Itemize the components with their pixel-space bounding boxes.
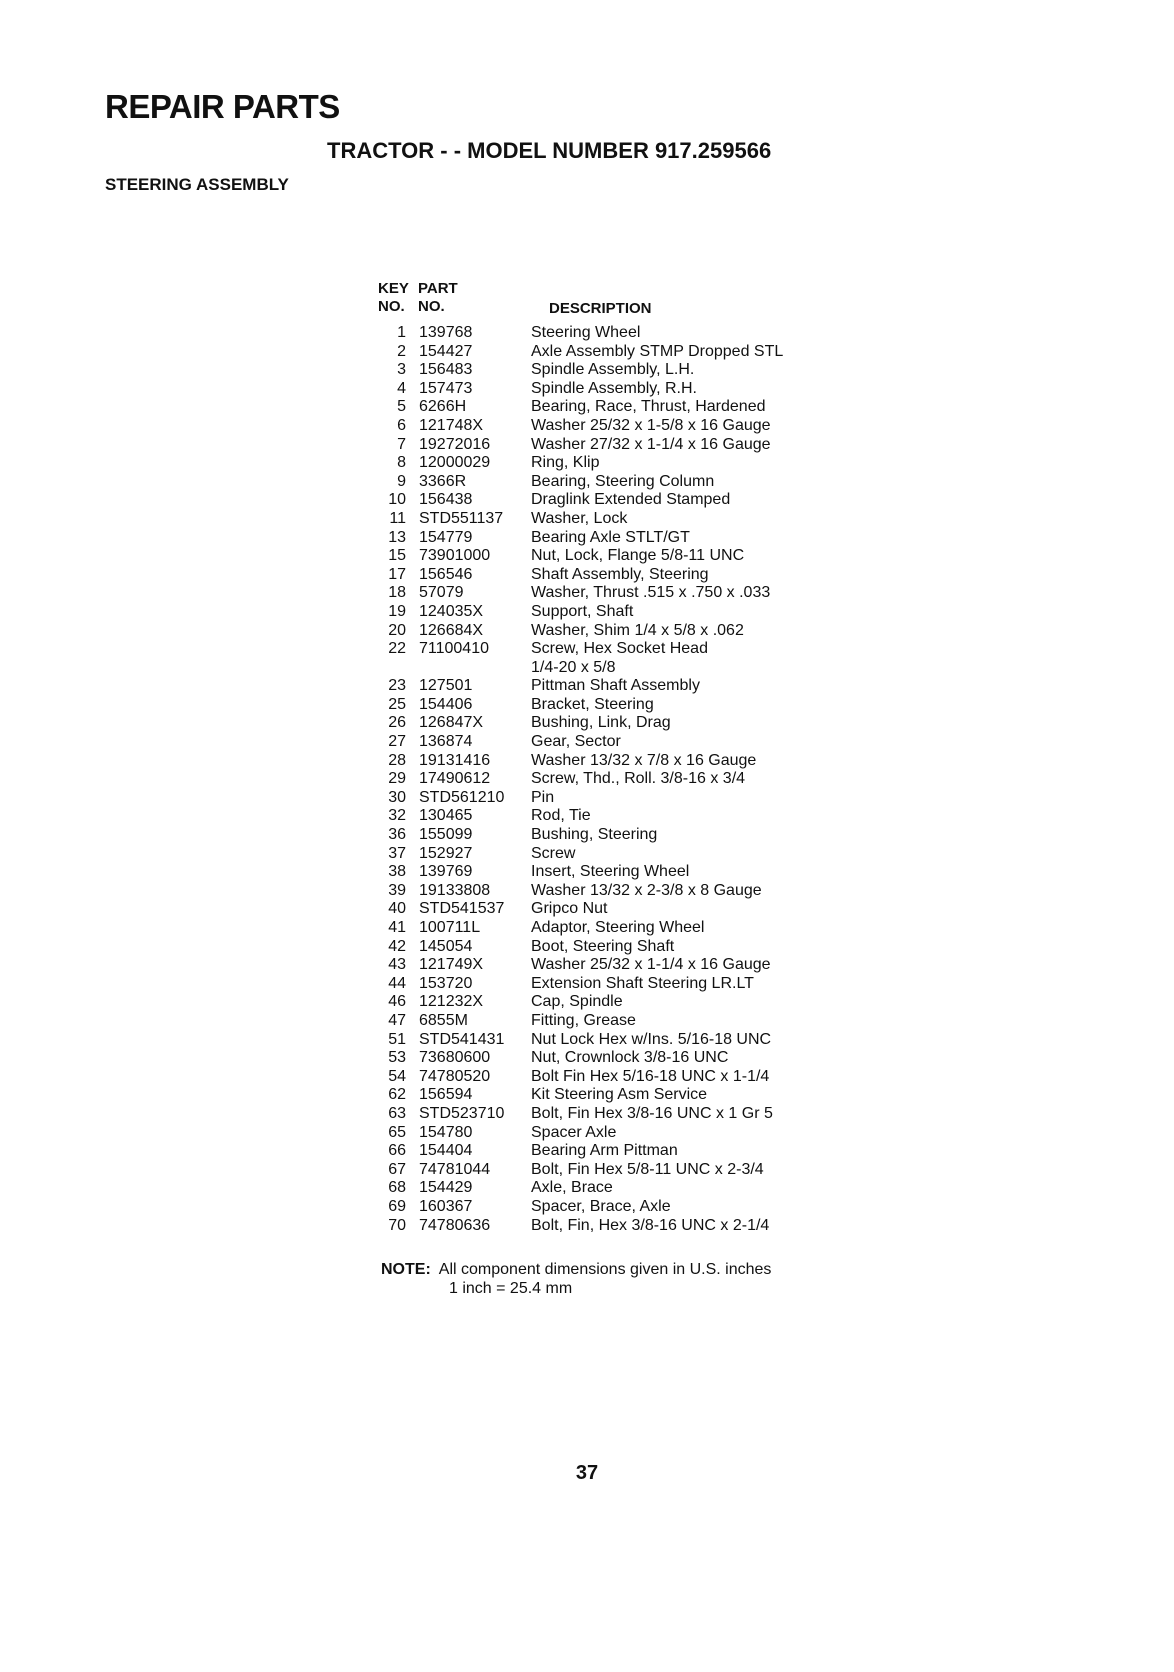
table-row: [378, 845, 878, 864]
description-column-header: DESCRIPTION: [549, 300, 652, 317]
table-row: [378, 789, 878, 808]
table-row: [378, 436, 878, 455]
description-cell: Pin: [531, 788, 555, 806]
key-no-cell: 67: [388, 1160, 406, 1178]
table-row: [378, 938, 878, 957]
key-no-cell: 38: [388, 863, 406, 881]
section-heading: STEERING ASSEMBLY: [105, 175, 289, 194]
key-no-cell: 70: [388, 1216, 406, 1234]
key-no-cell: [378, 659, 406, 678]
part-no-cell: 74781044: [419, 1160, 491, 1178]
table-row: [378, 733, 878, 752]
table-row: [378, 1049, 878, 1068]
part-no-cell: 71100410: [419, 640, 489, 658]
part-no-cell: 154404: [419, 1142, 473, 1160]
part-no-cell: 124035X: [419, 602, 484, 620]
table-row: [378, 826, 878, 845]
part-no-cell: 152927: [419, 844, 473, 862]
key-no-cell: 25: [388, 695, 406, 713]
part-no-cell: 3366R: [419, 472, 467, 490]
key-no-cell: 27: [388, 733, 406, 751]
description-cell: Spacer, Brace, Axle: [531, 1197, 671, 1215]
key-no-cell: 62: [388, 1086, 406, 1104]
table-row: [378, 919, 878, 938]
key-no-cell: 54: [388, 1067, 406, 1085]
part-no-cell: 17490612: [419, 770, 491, 788]
key-no-cell: 43: [388, 956, 406, 974]
part-no-cell: 136874: [419, 733, 473, 751]
description-cell: Nut Lock Hex w/Ins. 5/16-18 UNC: [531, 1030, 772, 1048]
table-row: [378, 454, 878, 473]
description-cell: Fitting, Grease: [531, 1011, 636, 1029]
key-header-line1: KEY: [378, 280, 409, 297]
description-cell: Shaft Assembly, Steering: [531, 565, 709, 583]
key-no-cell: 42: [388, 937, 406, 955]
table-row: [378, 696, 878, 715]
description-cell: Bearing, Race, Thrust, Hardened: [531, 398, 766, 416]
model-number-heading: TRACTOR - - MODEL NUMBER 917.259566: [327, 138, 772, 163]
table-row: [378, 343, 878, 362]
description-cell: Rod, Tie: [531, 807, 591, 825]
part-no-cell: [406, 659, 531, 678]
table-row: [378, 956, 878, 975]
key-no-cell: 40: [388, 900, 406, 918]
part-no-cell: 6266H: [419, 398, 467, 416]
part-no-cell: 73901000: [419, 547, 491, 565]
key-no-cell: 18: [388, 584, 406, 602]
description-cell: Nut, Lock, Flange 5/8-11 UNC: [531, 547, 745, 565]
page-number: 37: [575, 1462, 599, 1484]
description-cell: Washer 25/32 x 1-5/8 x 16 Gauge: [531, 416, 771, 434]
key-no-cell: 30: [388, 788, 406, 806]
table-row: [378, 1105, 878, 1124]
description-cell: Bearing Axle STLT/GT: [531, 528, 690, 546]
part-no-cell: 121748X: [419, 416, 484, 434]
description-cell: Adaptor, Steering Wheel: [531, 919, 705, 936]
description-cell: Screw: [531, 844, 576, 862]
parts-list: [378, 324, 878, 1235]
part-no-cell: 156438: [419, 491, 473, 509]
table-row: [378, 1124, 878, 1143]
key-no-cell: 51: [388, 1030, 406, 1048]
part-no-cell: 154779: [419, 528, 473, 546]
table-row: [378, 324, 878, 343]
key-no-cell: 28: [388, 751, 406, 769]
description-cell: Spacer Axle: [531, 1123, 617, 1141]
table-row: [378, 770, 878, 789]
key-no-cell: 39: [388, 881, 406, 899]
table-row: [378, 677, 878, 696]
part-no-cell: 121749X: [419, 956, 484, 974]
part-no-cell: 127501: [419, 677, 473, 695]
table-row: [378, 1217, 878, 1236]
part-no-cell: 6855M: [419, 1011, 468, 1029]
table-row: [378, 1086, 878, 1105]
description-cell: Axle, Brace: [531, 1179, 613, 1197]
part-no-cell: 73680600: [419, 1049, 491, 1067]
table-row: [378, 882, 878, 901]
description-cell: Axle Assembly STMP Dropped STL: [531, 342, 784, 360]
key-no-column-header: [378, 280, 409, 320]
description-cell: Bearing Arm Pittman: [531, 1142, 678, 1160]
part-no-cell: 126684X: [419, 621, 484, 639]
table-row: [378, 752, 878, 771]
part-no-cell: 154406: [419, 695, 473, 713]
key-no-cell: 36: [388, 826, 406, 844]
table-row: [378, 380, 878, 399]
part-no-cell: STD541431: [419, 1030, 505, 1048]
note-block: [381, 1261, 771, 1298]
description-cell: Gear, Sector: [531, 733, 621, 751]
description-cell: Bearing, Steering Column: [531, 472, 715, 490]
part-no-column-header: [418, 280, 458, 320]
part-no-cell: 139769: [419, 863, 473, 881]
description-cell: Ring, Klip: [531, 454, 600, 472]
key-no-cell: 13: [388, 528, 406, 546]
key-no-cell: 6: [397, 416, 406, 434]
part-no-cell: STD551137: [419, 509, 504, 527]
description-cell: Bushing, Link, Drag: [531, 714, 671, 732]
table-row: [378, 640, 878, 659]
table-row: [378, 622, 878, 641]
description-cell: Spindle Assembly, R.H.: [531, 379, 697, 397]
part-no-cell: 74780636: [419, 1216, 491, 1234]
table-row: [378, 417, 878, 436]
description-cell: Nut, Crownlock 3/8-16 UNC: [531, 1049, 729, 1067]
description-cell: Draglink Extended Stamped: [531, 491, 731, 509]
key-no-cell: 20: [388, 621, 406, 639]
table-row: [378, 361, 878, 380]
part-no-cell: STD561210: [419, 788, 505, 806]
key-no-cell: 66: [388, 1142, 406, 1160]
key-no-cell: 9: [397, 472, 406, 490]
key-no-cell: 47: [388, 1011, 406, 1029]
key-no-cell: 15: [388, 547, 406, 565]
part-no-cell: 155099: [419, 826, 473, 844]
part-no-cell: 19272016: [419, 435, 491, 453]
table-row: [378, 1068, 878, 1087]
key-no-cell: 53: [388, 1049, 406, 1067]
description-cell: Gripco Nut: [531, 900, 608, 918]
description-cell: Cap, Spindle: [531, 993, 623, 1011]
part-no-cell: 160367: [419, 1197, 473, 1215]
description-cell: Boot, Steering Shaft: [531, 937, 675, 955]
table-row: [378, 900, 878, 919]
description-cell: Bushing, Steering: [531, 826, 658, 844]
part-no-cell: 126847X: [419, 714, 484, 732]
key-no-cell: 37: [388, 844, 406, 862]
part-header-line2: NO.: [418, 298, 445, 315]
description-cell: Washer 13/32 x 7/8 x 16 Gauge: [531, 751, 757, 769]
table-row: [378, 510, 878, 529]
description-cell: Support, Shaft: [531, 602, 634, 620]
part-no-cell: 12000029: [419, 454, 491, 472]
key-no-cell: 29: [388, 770, 406, 788]
description-cell: Bolt, Fin Hex 5/8-11 UNC x 2-3/4: [531, 1160, 764, 1178]
description-cell: Washer 13/32 x 2-3/8 x 8 Gauge: [531, 881, 762, 899]
description-cell: Bolt, Fin Hex 3/8-16 UNC x 1 Gr 5: [531, 1104, 773, 1122]
table-row: [378, 807, 878, 826]
note-label: NOTE:: [381, 1261, 431, 1278]
page-title: REPAIR PARTS: [105, 88, 340, 125]
part-no-cell: STD523710: [419, 1104, 505, 1122]
table-row: [378, 547, 878, 566]
description-cell: Bracket, Steering: [531, 695, 654, 713]
table-row: [378, 863, 878, 882]
table-row: [378, 1179, 878, 1198]
key-no-cell: 22: [388, 640, 406, 658]
key-no-cell: 63: [388, 1104, 406, 1122]
key-no-cell: 44: [388, 974, 406, 992]
table-row: [378, 1142, 878, 1161]
part-no-cell: 145054: [419, 937, 473, 955]
part-no-cell: 154429: [419, 1179, 473, 1197]
table-row: [378, 566, 878, 585]
key-no-cell: 4: [397, 379, 406, 397]
description-cell: Bolt Fin Hex 5/16-18 UNC x 1-1/4: [531, 1067, 770, 1085]
table-row: [378, 584, 878, 603]
description-cell: Extension Shaft Steering LR.LT: [531, 974, 754, 992]
part-no-cell: STD541537: [419, 900, 505, 918]
part-no-cell: 139768: [419, 324, 473, 341]
key-no-cell: 68: [388, 1179, 406, 1197]
table-row: [378, 473, 878, 492]
table-row: [378, 714, 878, 733]
description-cell: Insert, Steering Wheel: [531, 863, 690, 881]
table-row: [378, 529, 878, 548]
key-no-cell: 10: [388, 491, 406, 509]
table-row: [378, 1198, 878, 1217]
key-no-cell: 17: [388, 565, 406, 583]
key-no-cell: 32: [388, 807, 406, 825]
note-line2: 1 inch = 25.4 mm: [449, 1279, 573, 1297]
key-no-cell: 69: [388, 1197, 406, 1215]
part-no-cell: 157473: [419, 379, 473, 397]
part-no-cell: 19133808: [419, 881, 491, 899]
description-cell: Bolt, Fin, Hex 3/8-16 UNC x 2-1/4: [531, 1216, 770, 1234]
part-no-cell: 154780: [419, 1123, 473, 1141]
key-header-line2: NO.: [378, 298, 405, 315]
key-no-cell: 23: [388, 677, 406, 695]
key-no-cell: 2: [397, 342, 406, 360]
table-row: [378, 1161, 878, 1180]
table-row: [378, 659, 878, 678]
part-no-cell: 19131416: [419, 751, 491, 769]
key-no-cell: 1: [397, 324, 406, 341]
note-line1: All component dimensions given in U.S. inches: [438, 1261, 772, 1278]
description-cell: Kit Steering Asm Service: [531, 1086, 708, 1104]
description-cell: Steering Wheel: [531, 324, 641, 341]
table-row: [378, 603, 878, 622]
description-cell: Washer 25/32 x 1-1/4 x 16 Gauge: [531, 956, 771, 974]
key-no-cell: 26: [388, 714, 406, 732]
key-no-cell: 19: [388, 602, 406, 620]
table-row: [378, 993, 878, 1012]
description-cell: Washer 27/32 x 1-1/4 x 16 Gauge: [531, 435, 771, 453]
description-cell: Pittman Shaft Assembly: [531, 677, 700, 695]
table-row: [378, 1031, 878, 1050]
description-cell: Spindle Assembly, L.H.: [531, 361, 695, 379]
key-no-cell: 5: [397, 398, 406, 416]
key-no-cell: 7: [397, 435, 406, 453]
table-row: [378, 1012, 878, 1031]
key-no-cell: 11: [389, 509, 406, 527]
description-cell: Washer, Thrust .515 x .750 x .033: [531, 584, 771, 602]
part-no-cell: 156546: [419, 565, 473, 583]
key-no-cell: 3: [397, 361, 406, 379]
description-cell: Washer, Lock: [531, 509, 628, 527]
table-row: [378, 975, 878, 994]
table-row: [378, 491, 878, 510]
part-no-cell: 130465: [419, 807, 473, 825]
part-no-cell: 57079: [419, 584, 464, 602]
key-no-cell: 46: [388, 993, 406, 1011]
part-no-cell: 100711L: [419, 919, 481, 936]
table-row: [378, 398, 878, 417]
part-no-cell: 121232X: [419, 993, 484, 1011]
description-cell: Washer, Shim 1/4 x 5/8 x .062: [531, 621, 744, 639]
key-no-cell: 65: [388, 1123, 406, 1141]
description-cell: Screw, Hex Socket Head: [531, 640, 708, 658]
part-no-cell: 154427: [419, 342, 473, 360]
description-cell: 1/4-20 x 5/8: [531, 658, 616, 676]
description-cell: Screw, Thd., Roll. 3/8-16 x 3/4: [531, 770, 746, 788]
key-no-cell: 41: [388, 919, 406, 936]
part-no-cell: 156483: [419, 361, 473, 379]
part-no-cell: 153720: [419, 974, 473, 992]
key-no-cell: 8: [397, 454, 406, 472]
part-no-cell: 74780520: [419, 1067, 491, 1085]
part-header-line1: PART: [418, 280, 458, 297]
part-no-cell: 156594: [419, 1086, 473, 1104]
